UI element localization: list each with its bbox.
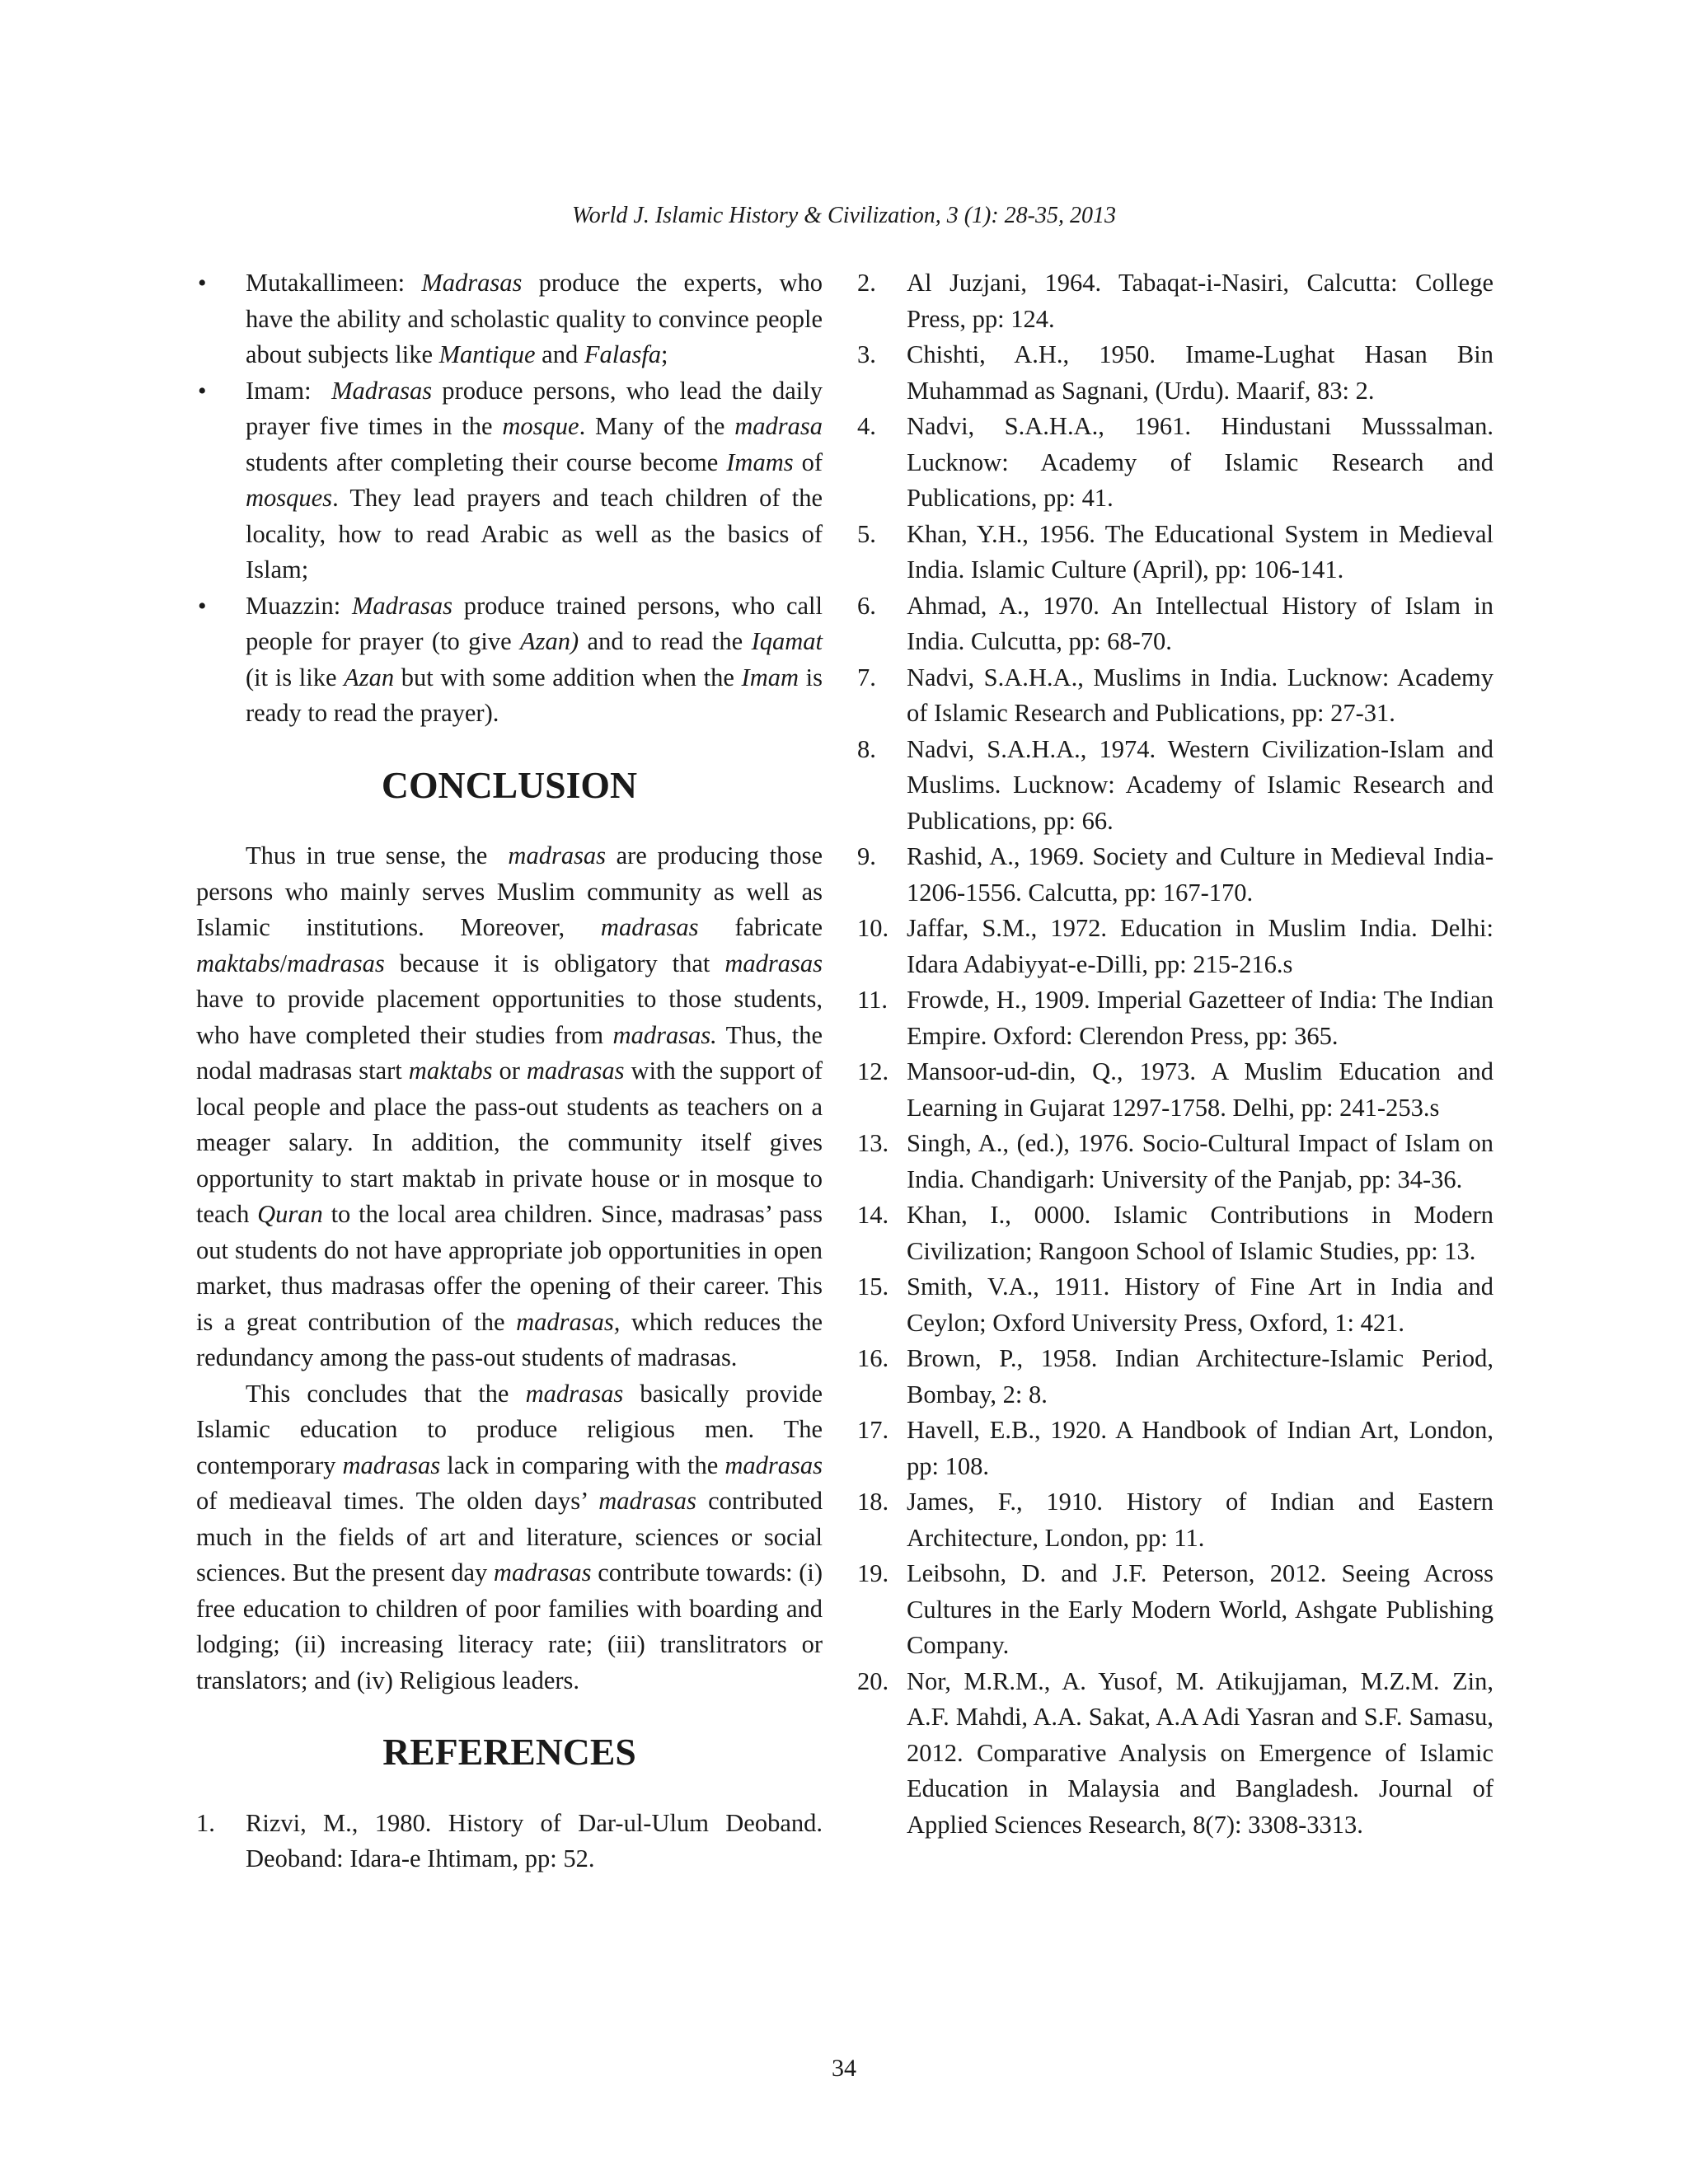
page-number: 34 [832,2055,856,2082]
reference-number: 4. [857,412,876,440]
reference-item [857,732,1493,840]
reference-text: Rashid, A., 1969. Society and Culture in Medieval India-1206-1556. Calcutta, pp: 167-170. [907,842,1493,907]
reference-text: Mansoor-ud-din, Q., 1973. A Muslim Education and Learning in Gujarat 1297-1758. Delhi, pp: 241-253.s [907,1057,1493,1122]
reference-item [857,660,1493,732]
reference-item [857,337,1493,409]
references-heading: REFERENCES [382,1731,636,1773]
reference-item [857,1413,1493,1484]
reference-text: Brown, P., 1958. Indian Architecture-Islamic Period, Bombay, 2: 8. [907,1344,1493,1408]
reference-item [857,1341,1493,1413]
reference-item [857,1126,1493,1197]
reference-number: 9. [857,842,876,870]
journal-header: World J. Islamic History & Civilization, 3 (1): 28-35, 2013 [571,203,1117,228]
reference-number: 8. [857,734,876,763]
bullet-item [196,373,823,588]
reference-number: 19. [857,1559,889,1587]
reference-number: 5. [857,519,876,548]
reference-text: Nadvi, S.A.H.A., 1974. Western Civilization-Islam and Muslims. Lucknow: Academy of Islamic Research and Publications, pp: 66. [907,734,1493,835]
reference-text: Nadvi, S.A.H.A., 1961. Hindustani Musssalman. Lucknow: Academy of Islamic Research and Publications, pp: 41. [907,412,1493,512]
bullet-icon: • [198,377,207,405]
bullet-icon: • [198,592,207,620]
reference-number: 16. [857,1344,889,1372]
reference-number: 1. [196,1808,215,1837]
conclusion-heading: CONCLUSION [381,763,638,806]
reference-item [857,1197,1493,1269]
bullet-item [196,265,823,373]
reference-item [857,1556,1493,1664]
reference-text: Nadvi, S.A.H.A., Muslims in India. Lucknow: Academy of Islamic Research and Publications, pp: 27-31. [907,663,1493,727]
reference-number: 20. [857,1666,889,1695]
reference-number: 14. [857,1201,889,1229]
reference-item [857,1269,1493,1341]
reference-item [857,982,1493,1054]
reference-number: 7. [857,663,876,691]
reference-text: Khan, Y.H., 1956. The Educational System in Medieval India. Islamic Culture (April), pp: 106-141. [907,519,1493,583]
reference-number: 13. [857,1129,889,1157]
reference-text: James, F., 1910. History of Indian and Eastern Architecture, London, pp: 11. [907,1488,1493,1552]
reference-item [857,1484,1493,1556]
reference-text: Rizvi, M., 1980. History of Dar-ul-Ulum Deoband. Deoband: Idara-e Ihtimam, pp: 52. [246,1808,823,1872]
reference-number: 3. [857,340,876,368]
reference-item [857,839,1493,911]
conclusion-paragraph: Thus in true sense, the madrasas are producing those persons who mainly serves Muslim community as well as Islamic institutions. Moreover, madrasas fabricate maktabs/madrasas because it is obligatory that madrasas have to provide placement opportunities to those students, who have completed their studies from madrasas. Thus, the nodal madrasas start maktabs or madrasas with the support of local people and place the pass-out students as teachers on a meager salary. In addition, the community itself gives opportunity to start maktab in private house or in mosque to teach Quran to the local area children. Since, madrasas’ pass out students do not have appropriate job opportunities in open market, thus madrasas offer the opening of their career. This is a great contribution of the madrasas, which reduces the redundancy among the pass-out students of madrasas. [196,841,823,1371]
conclusion-paragraph: This concludes that the madrasas basically provide Islamic education to produce religious men. The contemporary madrasas lack in comparing with the madrasas of medieaval times. The olden days’ madrasas contributed much in the fields of art and literature, sciences or social sciences. But the present day madrasas contribute towards: (i) free education to children of poor families with boarding and lodging; (ii) increasing literacy rate; (iii) translitrators or translators; and (iv) Religious leaders. [196,1379,823,1694]
bullet-item [196,588,823,732]
role-bullet-list [196,265,823,732]
reference-number: 11. [857,986,888,1014]
reference-list-right [857,265,1493,1843]
reference-item [857,588,1493,660]
reference-text: Ahmad, A., 1970. An Intellectual History of Islam in India. Culcutta, pp: 68-70. [907,591,1493,655]
reference-text: Khan, I., 0000. Islamic Contributions in Modern Civilization; Rangoon School of Islamic Studies, pp: 13. [907,1201,1493,1265]
right-column [857,265,1493,1843]
reference-number: 6. [857,591,876,620]
reference-number: 18. [857,1488,889,1516]
reference-text: Frowde, H., 1909. Imperial Gazetteer of India: The Indian Empire. Oxford: Clerendon Press, pp: 365. [907,986,1493,1050]
reference-number: 12. [857,1057,889,1085]
bullet-text: Mutakallimeen: Madrasas produce the experts, who have the ability and scholastic quality to convince people about subjects like Mantique and Falasfa; [246,269,823,368]
bullet-icon: • [198,269,207,297]
reference-item [857,1054,1493,1126]
reference-number: 10. [857,914,889,942]
reference-item [857,911,1493,982]
left-column [196,265,823,1877]
reference-item [857,1664,1493,1844]
reference-list-left [196,1806,823,1877]
reference-number: 15. [857,1272,889,1301]
bullet-text: Muazzin: Madrasas produce trained persons, who call people for prayer (to give Azan) and to read the Iqamat (it is like Azan but with some addition when the Imam is ready to read the prayer). [246,591,823,727]
reference-item [196,1806,823,1877]
reference-text: Nor, M.R.M., A. Yusof, M. Atikujjaman, M.Z.M. Zin, A.F. Mahdi, A.A. Sakat, A.A Adi Yasran and S.F. Samasu, 2012. Comparative Analysis on Emergence of Islamic Education in Malaysia and Bangladesh. Journal of Applied Sciences Research, 8(7): 3308-3313. [907,1666,1493,1839]
reference-item [857,265,1493,337]
reference-text: Jaffar, S.M., 1972. Education in Muslim India. Delhi: Idara Adabiyyat-e-Dilli, pp: 215-216.s [907,914,1493,978]
reference-item [857,517,1493,588]
reference-text: Singh, A., (ed.), 1976. Socio-Cultural Impact of Islam on India. Chandigarh: University of the Panjab, pp: 34-36. [907,1129,1493,1193]
bullet-text: Imam: Madrasas produce persons, who lead the daily prayer five times in the mosque. Many of the madrasa students after completing their course become Imams of mosques. They lead prayers and teach children of the locality, how to read Arabic as well as the basics of Islam; [246,376,823,583]
reference-text: Smith, V.A., 1911. History of Fine Art in India and Ceylon; Oxford University Press, Oxford, 1: 421. [907,1272,1493,1337]
reference-text: Al Juzjani, 1964. Tabaqat-i-Nasiri, Calcutta: College Press, pp: 124. [907,269,1493,333]
reference-item [857,409,1493,517]
reference-number: 2. [857,269,876,297]
reference-text: Havell, E.B., 1920. A Handbook of Indian Art, London, pp: 108. [907,1416,1493,1480]
reference-text: Leibsohn, D. and J.F. Peterson, 2012. Seeing Across Cultures in the Early Modern World, Ashgate Publishing Company. [907,1559,1493,1659]
reference-text: Chishti, A.H., 1950. Imame-Lughat Hasan Bin Muhammad as Sagnani, (Urdu). Maarif, 83: 2. [907,340,1493,405]
reference-number: 17. [857,1416,889,1444]
